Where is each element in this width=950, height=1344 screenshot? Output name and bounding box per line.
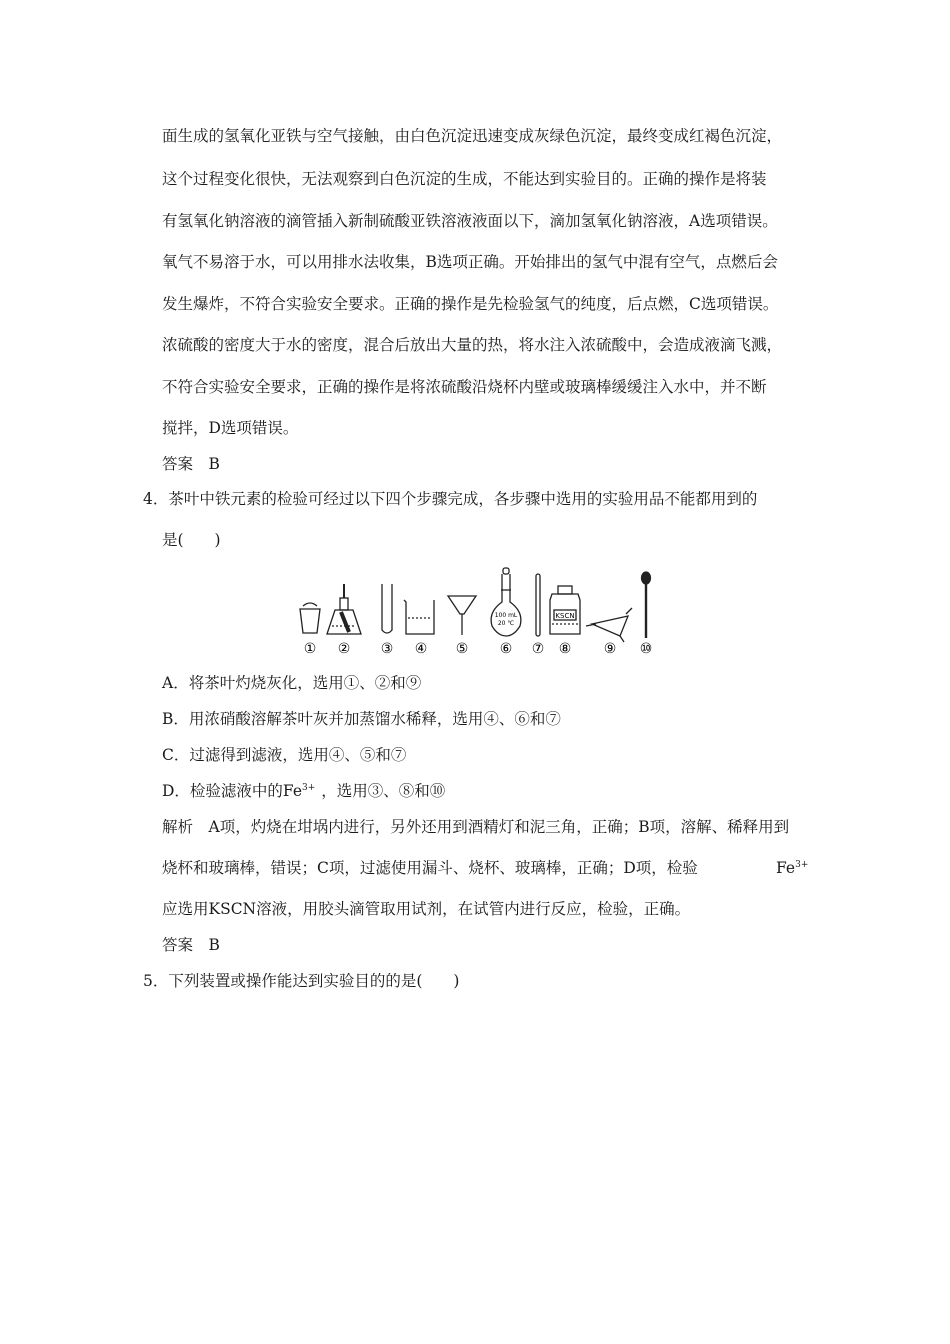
flask-volume-label: 100 mL xyxy=(494,612,518,619)
analysis3-line-4: 氧气不易溶于水，可以用排水法收集，B选项正确。开始排出的氢气中混有空气，点燃后会 xyxy=(162,253,778,271)
analysis3-line-5: 发生爆炸，不符合实验安全要求。正确的操作是先检验氢气的纯度，后点燃，C选项错误。 xyxy=(162,295,779,313)
analysis3-line-6: 浓硫酸的密度大于水的密度，混合后放出大量的热，将水注入浓硫酸中，会造成液滴飞溅， xyxy=(162,336,783,354)
label-8: ⑧ xyxy=(558,641,572,657)
label-1: ① xyxy=(303,641,317,657)
analysis3-line-7: 不符合实验安全要求，正确的操作是将浓硫酸沿烧杯内壁或玻璃棒缓缓注入水中，并不断 xyxy=(162,378,767,396)
option-b: B．用浓硝酸溶解茶叶灰并加蒸馏水稀释，选用④、⑥和⑦ xyxy=(162,710,561,728)
analysis-4-fe-charge: 3+ xyxy=(795,859,809,870)
flask-temp-label: 20 ℃ xyxy=(497,620,515,627)
apparatus-figure xyxy=(290,566,670,658)
analysis-4-line-1: 解析 A项，灼烧在坩埚内进行，另外还用到酒精灯和泥三角，正确；B项，溶解、稀释用到 xyxy=(162,818,790,836)
analysis-4-fe-text: Fe xyxy=(776,859,796,877)
option-d-tail: ，选用③、⑧和⑩ xyxy=(321,782,446,800)
crucible-icon xyxy=(300,603,320,633)
question-4-stem: 4．茶叶中铁元素的检验可经过以下四个步骤完成，各步骤中选用的实验用品不能都用到的 xyxy=(143,490,758,508)
label-2: ② xyxy=(337,641,351,657)
option-d xyxy=(162,781,445,801)
question-5-stem: 5．下列装置或操作能达到实验目的的是( ) xyxy=(143,972,460,990)
analysis3-line-8: 搅拌，D选项错误。 xyxy=(162,419,299,437)
analysis-4-fe xyxy=(776,858,808,878)
funnel-icon xyxy=(448,596,476,635)
option-d-charge: 3+ xyxy=(302,782,316,793)
question-4-stem-end: 是( ) xyxy=(162,531,221,549)
option-c: C．过滤得到滤液，选用④、⑤和⑦ xyxy=(162,746,407,764)
label-9: ⑨ xyxy=(603,641,617,657)
clay-triangle-icon xyxy=(586,608,632,642)
answer-3: 答案 B xyxy=(162,455,220,473)
analysis3-line-3: 有氢氧化钠溶液的滴管插入新制硫酸亚铁溶液液面以下，滴加氢氧化钠溶液，A选项错误。 xyxy=(162,212,778,230)
analysis-4-line-2: 烧杯和玻璃棒，错误；C项，过滤使用漏斗、烧杯、玻璃棒，正确；D项，检验 xyxy=(162,859,698,877)
label-7: ⑦ xyxy=(531,641,545,657)
analysis3-line-2: 这个过程变化很快，无法观察到白色沉淀的生成，不能达到实验目的。正确的操作是将装 xyxy=(162,170,767,188)
analysis3-line-1: 面生成的氢氧化亚铁与空气接触，由白色沉淀迅速变成灰绿色沉淀，最终变成红褐色沉淀， xyxy=(162,127,783,145)
option-a: A．将茶叶灼烧灰化，选用①、②和⑨ xyxy=(162,674,422,692)
label-10: ⑩ xyxy=(639,641,653,657)
dropper-icon xyxy=(642,572,651,638)
label-3: ③ xyxy=(380,641,394,657)
beaker-icon xyxy=(404,600,434,634)
answer-4: 答案 B xyxy=(162,936,220,954)
label-4: ④ xyxy=(414,641,428,657)
label-6: ⑥ xyxy=(499,641,513,657)
bottle-label: KSCN xyxy=(555,612,575,620)
reagent-bottle-icon xyxy=(550,586,580,634)
glass-rod-icon xyxy=(536,574,540,636)
alcohol-lamp-icon xyxy=(327,584,361,634)
option-d-text: D．检验滤液中的Fe xyxy=(162,782,303,800)
label-5: ⑤ xyxy=(455,641,469,657)
test-tube-icon xyxy=(382,584,392,633)
analysis-4-line-3: 应选用KSCN溶液，用胶头滴管取用试剂，在试管内进行反应，检验，正确。 xyxy=(162,900,691,918)
